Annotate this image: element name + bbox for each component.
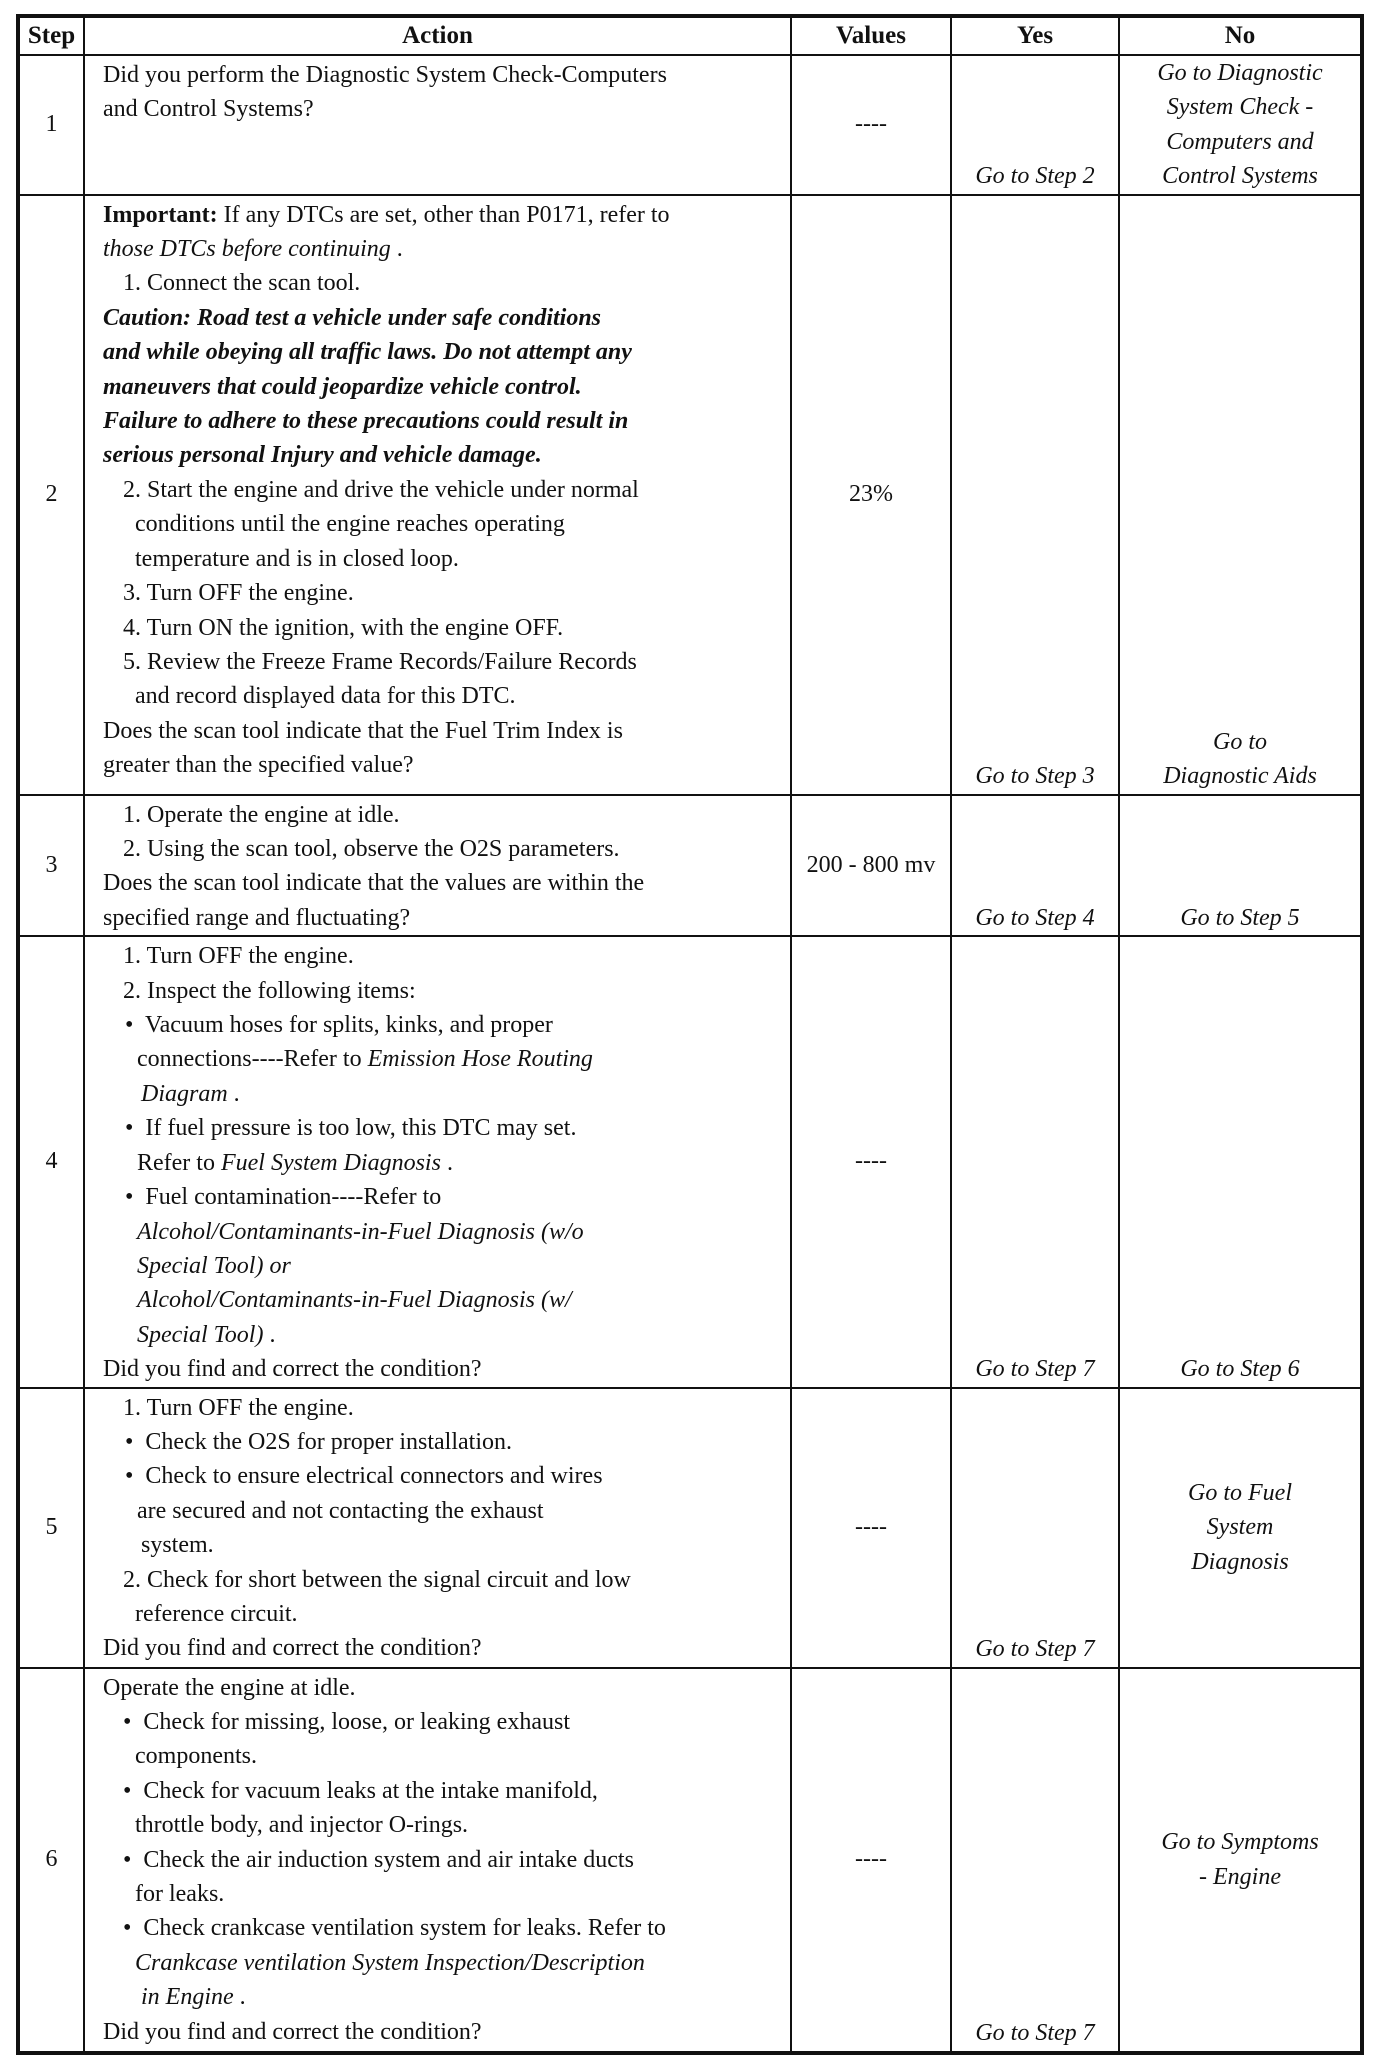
action-step: 2. Using the scan tool, observe the O2S parameters. (123, 836, 620, 863)
bullet-icon: • (123, 1777, 132, 1804)
no-cell[interactable] (1119, 795, 1362, 937)
emission-hose-link[interactable]: Diagram (141, 1080, 228, 1107)
no-link[interactable]: Control Systems (1162, 163, 1318, 190)
bullet-item-cont (103, 1318, 778, 1352)
step-number: 4 (18, 936, 84, 1387)
yes-link[interactable]: Go to Step 7 (975, 1356, 1095, 1383)
action-step: temperature and is in closed loop. (135, 545, 459, 572)
action-cell (84, 55, 791, 195)
important-text: If any DTCs are set, other than P0171, refer to (217, 201, 670, 228)
punctuation: . (390, 236, 403, 263)
bullet-icon: • (125, 1463, 134, 1490)
no-cell[interactable] (1119, 936, 1362, 1387)
alcohol-diagnosis-link[interactable]: Special Tool) or (137, 1252, 291, 1279)
action-cell (84, 795, 791, 937)
caution-text: and while obeying all traffic laws. Do not attempt any (103, 339, 632, 366)
step-number: 3 (18, 795, 84, 937)
action-step: 4. Turn ON the ignition, with the engine OFF. (123, 614, 564, 641)
dtc-link[interactable]: those DTCs before continuing (103, 236, 391, 263)
bullet-item (103, 1180, 778, 1214)
bullet-item (103, 1008, 778, 1042)
important-note (103, 198, 778, 232)
yes-link[interactable]: Go to Step 3 (975, 763, 1095, 790)
yes-cell[interactable] (951, 936, 1119, 1387)
fuel-system-diagnosis-link[interactable]: Fuel System Diagnosis (220, 1149, 441, 1176)
bullet-text: Check crankcase ventilation system for leaks. Refer to (143, 1915, 666, 1942)
values-cell: ---- (791, 936, 951, 1387)
step-number: 5 (18, 1388, 84, 1668)
punctuation: . (263, 1321, 276, 1348)
alcohol-diagnosis-link[interactable]: Alcohol/Contaminants-in-Fuel Diagnosis (w/ (137, 1287, 572, 1314)
yes-cell[interactable] (951, 1388, 1119, 1668)
table-row-step-3 (18, 795, 1362, 937)
bullet-item (103, 1459, 778, 1493)
bullet-item (103, 1705, 778, 1739)
yes-link[interactable]: Go to Step 7 (975, 2020, 1095, 2047)
action-step: 1. Operate the engine at idle. (123, 801, 400, 828)
bullet-icon: • (125, 1184, 134, 1211)
yes-cell[interactable] (951, 55, 1119, 195)
action-step: reference circuit. (135, 1600, 298, 1627)
bullet-icon: • (125, 1428, 134, 1455)
no-link[interactable]: System Check - (1166, 94, 1314, 121)
header-action: Action (84, 16, 791, 55)
no-link[interactable]: Go to Step 6 (1180, 1356, 1300, 1383)
action-step: 2. Check for short between the signal circuit and low (123, 1566, 631, 1593)
action-question: greater than the specified value? (103, 752, 414, 779)
table-row-step-1 (18, 55, 1362, 195)
action-question: Did you find and correct the condition? (103, 2018, 482, 2045)
bullet-text: Vacuum hoses for splits, kinks, and proper (144, 1012, 553, 1039)
yes-link[interactable]: Go to Step 7 (975, 1636, 1095, 1663)
crankcase-ventilation-link[interactable]: in Engine (141, 1984, 234, 2011)
bullet-text: components. (135, 1743, 257, 1770)
action-step: 1. Connect the scan tool. (123, 270, 361, 297)
no-link[interactable]: Go to Step 5 (1180, 904, 1300, 931)
punctuation: . (440, 1149, 453, 1176)
no-link[interactable]: Diagnosis (1191, 1548, 1289, 1575)
alcohol-diagnosis-link[interactable]: Special Tool) (137, 1321, 264, 1348)
no-link[interactable]: Go to (1213, 728, 1267, 755)
bullet-icon: • (123, 1708, 132, 1735)
important-label: Important: (103, 201, 218, 228)
bullet-icon: • (123, 1915, 132, 1942)
values-cell: 200 - 800 mv (791, 795, 951, 937)
header-row (18, 16, 1362, 55)
bullet-item-cont (103, 1980, 778, 2014)
action-question: Did you find and correct the condition? (103, 1635, 482, 1662)
no-cell[interactable] (1119, 55, 1362, 195)
step-number: 2 (18, 195, 84, 795)
action-cell (84, 195, 791, 795)
action-cell (84, 1388, 791, 1668)
yes-cell[interactable] (951, 195, 1119, 795)
values-cell: ---- (791, 1388, 951, 1668)
punctuation: . (227, 1080, 240, 1107)
important-note-cont (103, 232, 778, 266)
bullet-text: for leaks. (135, 1880, 225, 1907)
bullet-text: are secured and not contacting the exhaust (137, 1497, 544, 1524)
bullet-item-cont (103, 1077, 778, 1111)
header-yes: Yes (951, 16, 1119, 55)
no-link[interactable]: System (1206, 1514, 1274, 1541)
no-link[interactable]: - Engine (1199, 1863, 1281, 1890)
action-step: and record displayed data for this DTC. (135, 683, 516, 710)
no-link[interactable]: Diagnostic Aids (1163, 763, 1317, 790)
bullet-item (103, 1911, 778, 1945)
caution-text: Caution: Road test a vehicle under safe conditions (103, 304, 602, 331)
values-cell: ---- (791, 55, 951, 195)
action-question: Does the scan tool indicate that the Fuel Trim Index is (103, 717, 623, 744)
action-step: 5. Review the Freeze Frame Records/Failure Records (123, 648, 637, 675)
action-step: 2. Start the engine and drive the vehicle under normal (123, 476, 639, 503)
action-cell (84, 1668, 791, 2053)
bullet-text: Check to ensure electrical connectors and wires (145, 1463, 603, 1490)
step-number: 6 (18, 1668, 84, 2053)
action-question: Does the scan tool indicate that the values are within the (103, 870, 645, 897)
punctuation: . (233, 1984, 246, 2011)
yes-cell[interactable] (951, 795, 1119, 937)
table-row-step-4 (18, 936, 1362, 1387)
action-step: conditions until the engine reaches operating (135, 511, 565, 538)
bullet-text: system. (141, 1532, 214, 1559)
action-cell (84, 936, 791, 1387)
action-step: 1. Turn OFF the engine. (123, 1394, 354, 1421)
bullet-item (103, 1111, 778, 1145)
bullet-text: Check the air induction system and air intake ducts (143, 1846, 634, 1873)
action-step: Operate the engine at idle. (103, 1674, 356, 1701)
table-row-step-2 (18, 195, 1362, 795)
emission-hose-link[interactable]: Emission Hose Routing (367, 1046, 593, 1073)
bullet-text: Check the O2S for proper installation. (145, 1428, 512, 1455)
yes-cell[interactable] (951, 1668, 1119, 2053)
alcohol-diagnosis-link[interactable]: Alcohol/Contaminants-in-Fuel Diagnosis (w/o (137, 1218, 584, 1245)
bullet-item (103, 1774, 778, 1808)
no-link[interactable]: Go to Diagnostic (1157, 60, 1323, 86)
action-text: Did you perform the Diagnostic System Check-Computers (103, 62, 667, 88)
bullet-item (103, 1843, 778, 1877)
bullet-icon: • (125, 1115, 134, 1142)
yes-link[interactable]: Go to Step 2 (975, 163, 1095, 190)
bullet-icon: • (123, 1846, 132, 1873)
bullet-text: Check for missing, loose, or leaking exhaust (143, 1708, 570, 1735)
caution-text: serious personal Injury and vehicle damage. (103, 442, 542, 469)
values-cell: ---- (791, 1668, 951, 2053)
values-cell: 23% (791, 195, 951, 795)
bullet-text: Fuel contamination----Refer to (145, 1184, 442, 1211)
action-question: specified range and fluctuating? (103, 904, 411, 931)
bullet-item-cont (103, 1042, 778, 1076)
bullet-item (103, 1425, 778, 1459)
step-number: 1 (18, 55, 84, 195)
header-step: Step (18, 16, 84, 55)
bullet-text: connections----Refer to (137, 1046, 368, 1073)
no-link[interactable]: Go to Symptoms (1161, 1829, 1319, 1856)
no-link[interactable]: Go to Fuel (1188, 1479, 1292, 1506)
no-cell[interactable] (1119, 1668, 1362, 2053)
no-link[interactable]: Computers and (1166, 128, 1314, 155)
bullet-text: Refer to (137, 1149, 221, 1176)
action-text: and Control Systems? (103, 96, 314, 123)
crankcase-ventilation-link[interactable]: Crankcase ventilation System Inspection/Description (135, 1949, 645, 1976)
bullet-text: If fuel pressure is too low, this DTC may set. (145, 1115, 577, 1142)
bullet-text: Check for vacuum leaks at the intake manifold, (143, 1777, 598, 1804)
header-values: Values (791, 16, 951, 55)
action-question: Did you find and correct the condition? (103, 1356, 482, 1383)
action-step: 3. Turn OFF the engine. (123, 580, 354, 607)
action-step: 1. Turn OFF the engine. (123, 943, 354, 970)
table-row-step-5 (18, 1388, 1362, 1668)
table-row-step-6 (18, 1668, 1362, 2053)
bullet-item-cont (103, 1146, 778, 1180)
bullet-text: throttle body, and injector O-rings. (135, 1812, 469, 1839)
caution-text: maneuvers that could jeopardize vehicle control. (103, 373, 582, 400)
no-cell[interactable] (1119, 1388, 1362, 1668)
caution-text: Failure to adhere to these precautions could result in (103, 408, 629, 435)
diagnostic-table (16, 14, 1364, 2055)
action-step: 2. Inspect the following items: (123, 977, 416, 1004)
bullet-icon: • (125, 1012, 134, 1039)
header-no: No (1119, 16, 1362, 55)
no-cell[interactable] (1119, 195, 1362, 795)
yes-link[interactable]: Go to Step 4 (975, 904, 1095, 931)
